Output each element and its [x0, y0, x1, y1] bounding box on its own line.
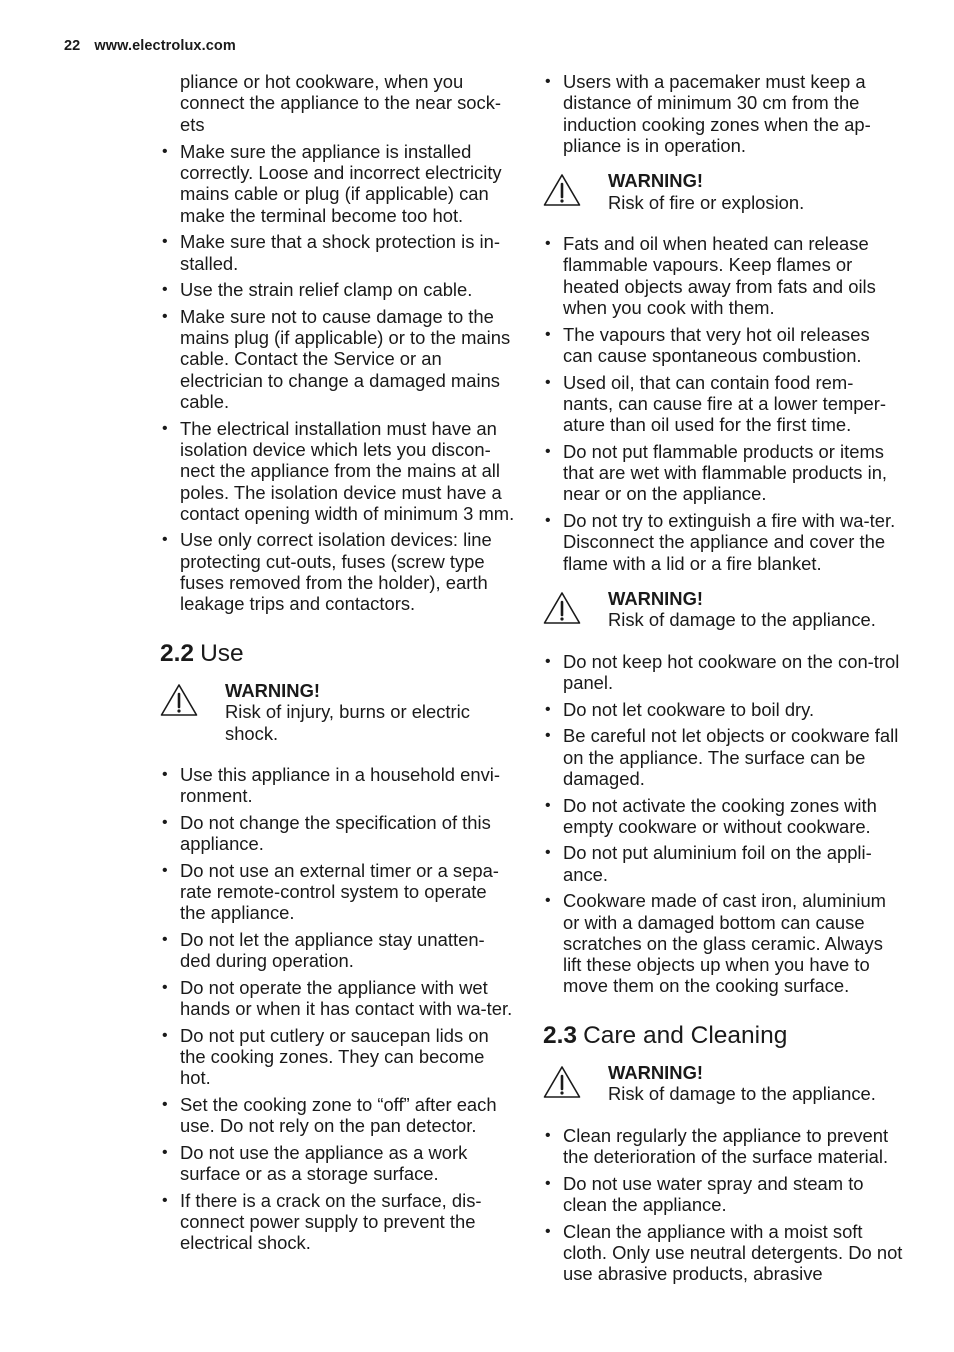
- bullet-marker: •: [545, 844, 551, 862]
- list-item-text: Use only correct isolation devices: line protecting cut-outs, fuses (screw type fuses removed from the holder), earth leakage trips and contactors.: [180, 529, 492, 615]
- list-item-text: Do not use the appliance as a work surface or as a storage surface.: [180, 1141, 468, 1185]
- warning-text: Risk of damage to the appliance.: [608, 1083, 876, 1105]
- list-item-text: Make sure that a shock protection is in-stalled.: [180, 231, 500, 274]
- warning-text: Risk of damage to the appliance.: [608, 609, 876, 631]
- list-item-text: Do not put aluminium foil on the appli-ance.: [563, 842, 872, 885]
- page-header: [64, 38, 236, 54]
- list-item-text: Do not keep hot cookware on the con-trol panel.: [563, 650, 900, 694]
- warning-block: [543, 588, 903, 631]
- list-item: [160, 1142, 515, 1185]
- list-item: [543, 372, 903, 436]
- list-item-text: Use the strain relief clamp on cable.: [180, 279, 473, 301]
- warning-triangle-icon: [543, 173, 581, 207]
- bullet-list: [543, 71, 903, 156]
- list-item: [160, 418, 515, 524]
- bullet-marker: •: [545, 373, 551, 391]
- list-item-text: Cookware made of cast iron, aluminium or with a damaged bottom can cause scratches on the glass ceramic. Always lift these objects up when you have to move them on the cooking surface.: [563, 890, 886, 997]
- bullet-list: [160, 764, 515, 1254]
- section-heading-use: [160, 640, 515, 668]
- list-item-text: The electrical installation must have an isolation device which lets you discon-nect the appliance from the mains at all poles. The isolation device must have a contact opening width of minimum 3 mm.: [180, 417, 515, 524]
- bullet-marker: •: [545, 442, 551, 460]
- warning-title: WARNING!: [225, 679, 321, 701]
- list-item-text: Do not try to extinguish a fire with wa-ter. Disconnect the appliance and cover the flame with a lid or a fire blanket.: [563, 509, 896, 574]
- list-item: [160, 764, 515, 807]
- bullet-marker: •: [545, 727, 551, 745]
- section-number: 2.3: [543, 1021, 578, 1049]
- list-item: [160, 977, 515, 1020]
- bullet-marker: •: [545, 1222, 551, 1240]
- list-item: [160, 860, 515, 924]
- continuation-text: pliance or hot cookware, when you connect the appliance to the near sock-ets: [180, 71, 502, 135]
- list-item: [543, 699, 903, 720]
- bullet-list: [543, 1125, 903, 1285]
- list-item: [160, 1025, 515, 1089]
- list-item: [543, 510, 903, 574]
- list-item-text: Users with a pacemaker must keep a distance of minimum 30 cm from the induction cooking zones when the ap-pliance is in operation.: [563, 71, 871, 156]
- list-item: [543, 725, 903, 789]
- warning-title: WARNING!: [608, 1061, 704, 1083]
- list-item: [160, 141, 515, 226]
- list-item-text: Do not let the appliance stay unatten-ded during operation.: [180, 929, 485, 972]
- list-item: [160, 812, 515, 855]
- bullet-marker: •: [545, 1174, 551, 1192]
- bullet-marker: •: [162, 419, 168, 437]
- list-item: [543, 1221, 903, 1285]
- left-column: [160, 71, 515, 1259]
- section-title: Use: [200, 639, 244, 667]
- bullet-marker: •: [545, 235, 551, 253]
- bullet-marker: •: [545, 652, 551, 670]
- list-item: [160, 279, 515, 300]
- list-item: [543, 842, 903, 885]
- list-item-text: Do not activate the cooking zones with empty cookware or without cookware.: [563, 794, 877, 837]
- warning-title: WARNING!: [608, 170, 704, 192]
- warning-triangle-icon: [543, 591, 581, 625]
- bullet-marker: •: [162, 814, 168, 831]
- bullet-marker: •: [545, 892, 551, 910]
- bullet-marker: •: [162, 931, 168, 949]
- list-item-text: Used oil, that can contain food rem-nants, can cause fire at a lower temper-ature than oil used for the first time.: [563, 371, 887, 436]
- list-item: [543, 71, 903, 156]
- warning-triangle-icon: [160, 683, 198, 717]
- bullet-list: [160, 141, 515, 615]
- page-number: 22: [64, 38, 81, 54]
- warning-block: [543, 1062, 903, 1105]
- bullet-marker: •: [545, 325, 551, 343]
- list-item: [543, 795, 903, 838]
- warning-block: [160, 680, 515, 745]
- list-item-text: Do not put flammable products or items that are wet with flammable products in, near or on the appliance.: [563, 440, 888, 505]
- right-column: [543, 71, 903, 1290]
- list-item-text: Use this appliance in a household envi-ronment.: [180, 764, 500, 807]
- list-item: [160, 1190, 515, 1254]
- list-item: [160, 1094, 515, 1137]
- bullet-list: [543, 233, 903, 574]
- bullet-marker: •: [545, 700, 551, 718]
- warning-text: Risk of injury, burns or electric shock.: [225, 701, 470, 744]
- website-url: www.electrolux.com: [94, 38, 236, 54]
- bullet-marker: •: [162, 1026, 168, 1044]
- bullet-marker: •: [162, 861, 168, 879]
- list-item-text: Clean regularly the appliance to prevent the deterioration of the surface material.: [563, 1124, 889, 1168]
- list-item-text: Make sure the appliance is installed correctly. Loose and incorrect electricity mains cable or plug (if applicable) can make the terminal become too hot.: [180, 140, 502, 226]
- bullet-marker: •: [545, 511, 551, 529]
- list-item-text: Make sure not to cause damage to the mains plug (if applicable) or to the mains cable. Contact the Service or an electrician to change a damaged mains cable.: [180, 305, 511, 413]
- list-item-text: Do not use an external timer or a sepa-rate remote-control system to operate the appliance.: [180, 859, 499, 924]
- bullet-marker: •: [545, 73, 551, 90]
- section-heading-care: [543, 1022, 903, 1050]
- list-item: [543, 1173, 903, 1216]
- bullet-marker: •: [162, 307, 168, 325]
- bullet-marker: •: [162, 978, 168, 996]
- warning-block: [543, 170, 903, 213]
- list-item: [160, 306, 515, 412]
- warning-title: WARNING!: [608, 587, 704, 609]
- list-item-text: Be careful not let objects or cookware fall on the appliance. The surface can be damaged.: [563, 725, 899, 789]
- bullet-marker: •: [162, 766, 168, 784]
- list-item-text: Do not put cutlery or saucepan lids on the cooking zones. They can become hot.: [180, 1024, 489, 1089]
- list-item-text: Do not change the specification of this appliance.: [180, 812, 491, 855]
- warning-triangle-icon: [543, 1065, 581, 1099]
- bullet-marker: •: [162, 1096, 168, 1114]
- section-title: Care and Cleaning: [583, 1021, 788, 1049]
- list-item: [543, 441, 903, 505]
- bullet-list: [543, 651, 903, 997]
- list-item-text: Fats and oil when heated can release flammable vapours. Keep flames or heated objects away from fats and oils when you cook with them.: [563, 233, 876, 319]
- bullet-marker: •: [545, 1126, 551, 1144]
- list-item-text: The vapours that very hot oil releases can cause spontaneous combustion.: [563, 323, 870, 366]
- list-item: [160, 529, 515, 614]
- list-item: [543, 890, 903, 996]
- list-item-text: Do not let cookware to boil dry.: [563, 698, 815, 720]
- bullet-marker: •: [162, 1191, 168, 1209]
- list-item: [160, 231, 515, 274]
- bullet-marker: •: [162, 233, 168, 251]
- list-item-text: Clean the appliance with a moist soft cloth. Only use neutral detergents. Do not use abrasive products, abrasive: [563, 1220, 903, 1285]
- list-item: [543, 233, 903, 318]
- list-item: [160, 929, 515, 972]
- list-item-text: Do not use water spray and steam to clean the appliance.: [563, 1172, 864, 1215]
- section-number: 2.2: [160, 639, 195, 667]
- bullet-marker: •: [162, 1143, 168, 1161]
- warning-text: Risk of fire or explosion.: [608, 191, 805, 213]
- bullet-marker: •: [545, 796, 551, 814]
- list-item-text: If there is a crack on the surface, dis-connect power supply to prevent the electrical shock.: [180, 1189, 482, 1254]
- list-item: [543, 651, 903, 694]
- bullet-marker: •: [162, 142, 168, 160]
- bullet-marker: •: [162, 281, 168, 299]
- list-item: [543, 1125, 903, 1168]
- list-item-text: Do not operate the appliance with wet hands or when it has contact with wa-ter.: [180, 976, 513, 1020]
- list-item: [543, 324, 903, 367]
- bullet-marker: •: [162, 531, 168, 549]
- list-item-text: Set the cooking zone to “off” after each use. Do not rely on the pan detector.: [180, 1094, 497, 1137]
